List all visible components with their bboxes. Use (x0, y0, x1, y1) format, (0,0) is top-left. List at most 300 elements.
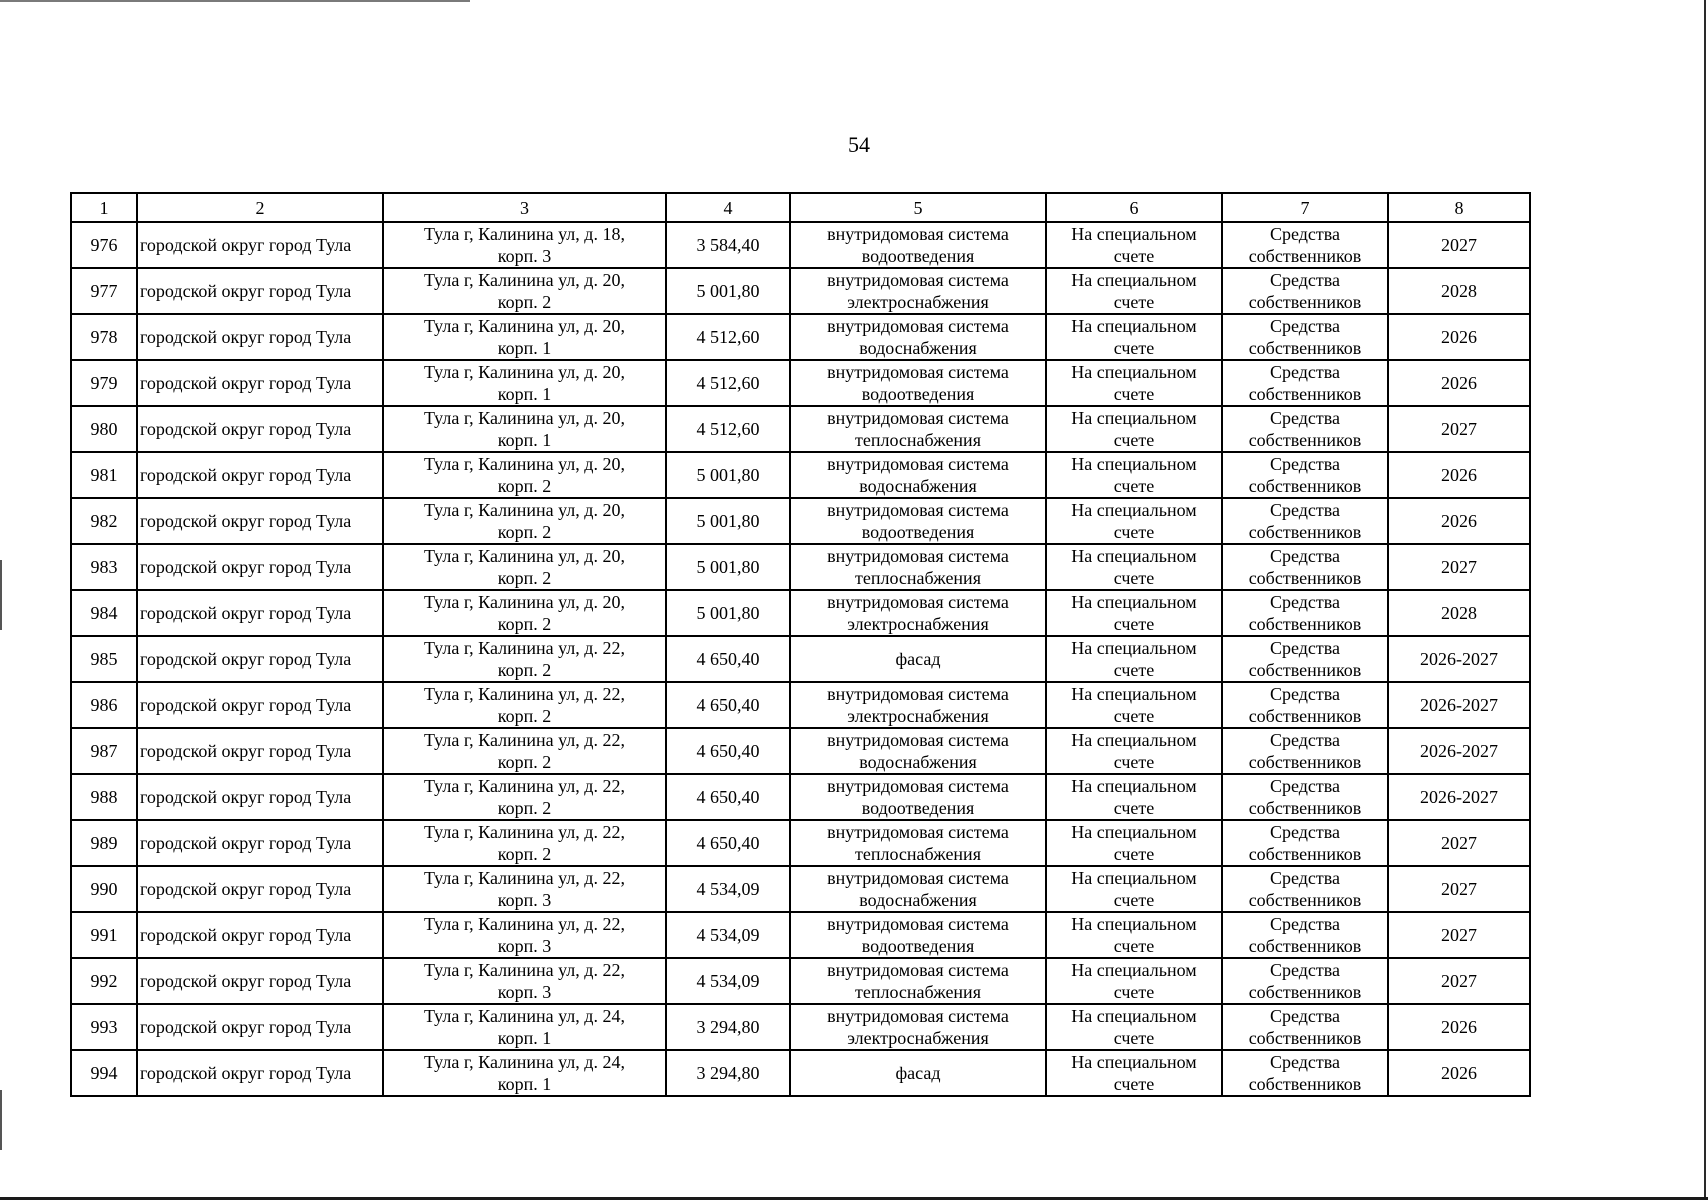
funding-source-cell-line: Средства (1269, 822, 1341, 842)
row-number-cell-line: 983 (90, 557, 118, 577)
fund-method-cell-line: На специальном (1071, 1052, 1197, 1072)
address-cell (383, 774, 666, 820)
area-cell-line: 4 512,60 (696, 373, 760, 393)
system-cell-line: внутридомовая система (827, 500, 1009, 520)
system-cell (790, 1004, 1046, 1050)
address-cell-line: корп. 3 (497, 890, 552, 910)
row-number-cell-line: 987 (90, 741, 118, 761)
year-cell (1388, 774, 1530, 820)
area-cell-line: 4 534,09 (696, 925, 760, 945)
address-cell (383, 1050, 666, 1096)
system-cell-line: водоотведения (861, 384, 975, 404)
year-cell-line: 2027 (1441, 925, 1477, 945)
fund-method-cell-line: счете (1113, 292, 1155, 312)
municipality-cell-line: городской округ город Тула (140, 235, 352, 255)
system-cell (790, 636, 1046, 682)
address-cell-line: корп. 2 (497, 660, 552, 680)
municipality-cell-line: городской округ город Тула (140, 465, 352, 485)
municipality-cell-line: городской округ город Тула (140, 419, 352, 439)
system-cell-line: внутридомовая система (827, 408, 1009, 428)
address-cell (383, 1004, 666, 1050)
row-number-cell (71, 222, 137, 268)
funding-source-cell (1222, 820, 1388, 866)
funding-source-cell-line: Средства (1269, 546, 1341, 566)
area-cell-line: 5 001,80 (696, 511, 760, 531)
address-cell-line: корп. 1 (497, 384, 552, 404)
system-cell-line: водоотведения (861, 246, 975, 266)
fund-method-cell-line: счете (1113, 890, 1155, 910)
area-cell-line: 4 534,09 (696, 971, 760, 991)
funding-source-cell-line: собственников (1248, 430, 1362, 450)
funding-source-cell-line: Средства (1269, 960, 1341, 980)
fund-method-cell-line: счете (1113, 246, 1155, 266)
fund-method-cell (1046, 912, 1222, 958)
system-cell (790, 360, 1046, 406)
table-row (71, 544, 1530, 590)
system-cell-line: водоснабжения (859, 338, 977, 358)
municipality-cell (137, 268, 383, 314)
row-number-cell (71, 912, 137, 958)
area-cell (666, 636, 790, 682)
table-row (71, 820, 1530, 866)
municipality-cell-line: городской округ город Тула (140, 879, 352, 899)
year-cell-line: 2026 (1441, 327, 1477, 347)
row-number-cell-line: 977 (90, 281, 118, 301)
address-cell-line: Тула г, Калинина ул, д. 20, (424, 408, 625, 428)
table-row (71, 682, 1530, 728)
address-cell-line: корп. 3 (497, 982, 552, 1002)
municipality-cell (137, 728, 383, 774)
area-cell (666, 452, 790, 498)
municipality-cell-line: городской округ город Тула (140, 925, 352, 945)
row-number-cell (71, 1004, 137, 1050)
table-row (71, 866, 1530, 912)
municipality-cell (137, 912, 383, 958)
area-cell-line: 3 584,40 (696, 235, 760, 255)
system-cell-line: внутридомовая система (827, 1006, 1009, 1026)
address-cell-line: Тула г, Калинина ул, д. 20, (424, 546, 625, 566)
funding-source-cell (1222, 360, 1388, 406)
address-cell-line: Тула г, Калинина ул, д. 22, (424, 914, 625, 934)
address-cell-line: Тула г, Калинина ул, д. 22, (424, 822, 625, 842)
address-cell (383, 682, 666, 728)
municipality-cell (137, 314, 383, 360)
system-cell (790, 314, 1046, 360)
funding-source-cell-line: собственников (1248, 890, 1362, 910)
address-cell (383, 498, 666, 544)
municipality-cell (137, 774, 383, 820)
fund-method-cell (1046, 636, 1222, 682)
address-cell-line: Тула г, Калинина ул, д. 20, (424, 592, 625, 612)
system-cell-line: внутридомовая система (827, 316, 1009, 336)
area-cell (666, 498, 790, 544)
table-row (71, 912, 1530, 958)
area-cell-line: 4 650,40 (696, 741, 760, 761)
system-cell (790, 866, 1046, 912)
area-cell (666, 866, 790, 912)
row-number-cell-line: 979 (90, 373, 118, 393)
address-cell-line: корп. 1 (497, 1074, 552, 1094)
area-cell (666, 544, 790, 590)
system-cell-line: внутридомовая система (827, 868, 1009, 888)
funding-source-cell (1222, 590, 1388, 636)
fund-method-cell (1046, 728, 1222, 774)
area-cell-line: 3 294,80 (696, 1017, 760, 1037)
funding-source-cell (1222, 636, 1388, 682)
system-cell-line: электроснабжения (847, 1028, 989, 1048)
system-cell-line: внутридомовая система (827, 546, 1009, 566)
system-cell-line: фасад (895, 649, 941, 669)
system-cell (790, 912, 1046, 958)
funding-source-cell-line: собственников (1248, 338, 1362, 358)
row-number-cell (71, 636, 137, 682)
year-cell (1388, 590, 1530, 636)
year-cell-line: 2027 (1441, 557, 1477, 577)
fund-method-cell-line: счете (1113, 476, 1155, 496)
column-header: 6 (1046, 193, 1222, 222)
funding-source-cell-line: собственников (1248, 660, 1362, 680)
municipality-cell-line: городской округ город Тула (140, 281, 352, 301)
fund-method-cell (1046, 360, 1222, 406)
address-cell (383, 360, 666, 406)
address-cell-line: Тула г, Калинина ул, д. 20, (424, 500, 625, 520)
table-row (71, 728, 1530, 774)
fund-method-cell-line: На специальном (1071, 316, 1197, 336)
municipality-cell (137, 958, 383, 1004)
address-cell-line: Тула г, Калинина ул, д. 18, (424, 224, 625, 244)
year-cell (1388, 452, 1530, 498)
fund-method-cell-line: счете (1113, 522, 1155, 542)
fund-method-cell (1046, 820, 1222, 866)
area-cell-line: 5 001,80 (696, 281, 760, 301)
funding-source-cell-line: Средства (1269, 316, 1341, 336)
area-cell (666, 774, 790, 820)
row-number-cell-line: 994 (90, 1063, 118, 1083)
fund-method-cell-line: счете (1113, 614, 1155, 634)
scan-edge-top (0, 0, 470, 2)
area-cell (666, 360, 790, 406)
year-cell (1388, 544, 1530, 590)
funding-source-cell (1222, 866, 1388, 912)
system-cell (790, 1050, 1046, 1096)
row-number-cell (71, 268, 137, 314)
fund-method-cell-line: счете (1113, 660, 1155, 680)
system-cell-line: электроснабжения (847, 292, 989, 312)
funding-source-cell-line: собственников (1248, 568, 1362, 588)
funding-source-cell-line: Средства (1269, 362, 1341, 382)
system-cell (790, 406, 1046, 452)
system-cell-line: внутридомовая система (827, 592, 1009, 612)
municipality-cell (137, 1050, 383, 1096)
fund-method-cell-line: На специальном (1071, 822, 1197, 842)
funding-source-cell (1222, 958, 1388, 1004)
system-cell-line: фасад (895, 1063, 941, 1083)
funding-source-cell (1222, 268, 1388, 314)
funding-source-cell-line: Средства (1269, 684, 1341, 704)
fund-method-cell-line: На специальном (1071, 270, 1197, 290)
fund-method-cell (1046, 406, 1222, 452)
fund-method-cell-line: счете (1113, 384, 1155, 404)
funding-source-cell-line: собственников (1248, 706, 1362, 726)
funding-source-cell-line: собственников (1248, 982, 1362, 1002)
system-cell-line: внутридомовая система (827, 730, 1009, 750)
area-cell-line: 4 512,60 (696, 419, 760, 439)
funding-source-cell-line: Средства (1269, 270, 1341, 290)
fund-method-cell-line: На специальном (1071, 776, 1197, 796)
row-number-cell-line: 990 (90, 879, 118, 899)
municipality-cell (137, 866, 383, 912)
fund-method-cell (1046, 498, 1222, 544)
funding-source-cell (1222, 314, 1388, 360)
row-number-cell (71, 820, 137, 866)
system-cell-line: водоотведения (861, 936, 975, 956)
funding-source-cell (1222, 728, 1388, 774)
system-cell-line: внутридомовая система (827, 776, 1009, 796)
row-number-cell-line: 985 (90, 649, 118, 669)
column-header: 8 (1388, 193, 1530, 222)
municipality-cell (137, 452, 383, 498)
address-cell-line: корп. 2 (497, 292, 552, 312)
fund-method-cell (1046, 958, 1222, 1004)
year-cell-line: 2026 (1441, 465, 1477, 485)
row-number-cell-line: 991 (90, 925, 118, 945)
fund-method-cell-line: счете (1113, 1028, 1155, 1048)
address-cell-line: корп. 3 (497, 936, 552, 956)
page-number: 54 (848, 132, 870, 157)
fund-method-cell-line: счете (1113, 844, 1155, 864)
table-row (71, 406, 1530, 452)
table-row (71, 498, 1530, 544)
header-row (71, 193, 1530, 222)
table-row (71, 590, 1530, 636)
address-cell-line: Тула г, Калинина ул, д. 20, (424, 316, 625, 336)
year-cell-line: 2026 (1441, 511, 1477, 531)
year-cell (1388, 222, 1530, 268)
municipality-cell-line: городской округ город Тула (140, 511, 352, 531)
funding-source-cell-line: Средства (1269, 776, 1341, 796)
system-cell-line: водоснабжения (859, 752, 977, 772)
address-cell (383, 912, 666, 958)
fund-method-cell-line: счете (1113, 568, 1155, 588)
fund-method-cell-line: На специальном (1071, 914, 1197, 934)
municipality-cell-line: городской округ город Тула (140, 649, 352, 669)
area-cell-line: 5 001,80 (696, 465, 760, 485)
year-cell-line: 2027 (1441, 971, 1477, 991)
municipality-cell-line: городской округ город Тула (140, 1017, 352, 1037)
address-cell-line: Тула г, Калинина ул, д. 22, (424, 684, 625, 704)
row-number-cell-line: 992 (90, 971, 118, 991)
funding-source-cell-line: собственников (1248, 798, 1362, 818)
system-cell-line: внутридомовая система (827, 914, 1009, 934)
fund-method-cell (1046, 866, 1222, 912)
system-cell (790, 958, 1046, 1004)
row-number-cell-line: 982 (90, 511, 118, 531)
fund-method-cell-line: На специальном (1071, 868, 1197, 888)
row-number-cell (71, 590, 137, 636)
address-cell (383, 544, 666, 590)
year-cell-line: 2027 (1441, 879, 1477, 899)
row-number-cell (71, 682, 137, 728)
year-cell-line: 2026 (1441, 1017, 1477, 1037)
municipality-cell (137, 222, 383, 268)
funding-source-cell-line: собственников (1248, 384, 1362, 404)
year-cell (1388, 728, 1530, 774)
address-cell-line: Тула г, Калинина ул, д. 22, (424, 868, 625, 888)
address-cell-line: Тула г, Калинина ул, д. 20, (424, 362, 625, 382)
column-header: 3 (383, 193, 666, 222)
funding-source-cell-line: Средства (1269, 730, 1341, 750)
fund-method-cell (1046, 774, 1222, 820)
fund-method-cell (1046, 1050, 1222, 1096)
municipality-cell-line: городской округ город Тула (140, 373, 352, 393)
row-number-cell (71, 406, 137, 452)
system-cell (790, 590, 1046, 636)
table-row (71, 314, 1530, 360)
data-table (70, 192, 1531, 1097)
address-cell-line: Тула г, Калинина ул, д. 24, (424, 1006, 625, 1026)
year-cell (1388, 360, 1530, 406)
row-number-cell (71, 774, 137, 820)
fund-method-cell-line: счете (1113, 752, 1155, 772)
fund-method-cell-line: счете (1113, 982, 1155, 1002)
area-cell (666, 912, 790, 958)
fund-method-cell-line: На специальном (1071, 960, 1197, 980)
year-cell (1388, 636, 1530, 682)
municipality-cell (137, 820, 383, 866)
fund-method-cell-line: На специальном (1071, 408, 1197, 428)
system-cell (790, 222, 1046, 268)
address-cell-line: корп. 2 (497, 752, 552, 772)
address-cell-line: корп. 3 (497, 246, 552, 266)
funding-source-cell-line: Средства (1269, 914, 1341, 934)
address-cell (383, 268, 666, 314)
fund-method-cell-line: счете (1113, 706, 1155, 726)
address-cell (383, 728, 666, 774)
funding-source-cell-line: Средства (1269, 868, 1341, 888)
address-cell (383, 590, 666, 636)
system-cell (790, 728, 1046, 774)
municipality-cell (137, 590, 383, 636)
address-cell (383, 406, 666, 452)
row-number-cell-line: 981 (90, 465, 118, 485)
year-cell-line: 2026 (1441, 1063, 1477, 1083)
row-number-cell (71, 498, 137, 544)
system-cell-line: внутридомовая система (827, 270, 1009, 290)
funding-source-cell (1222, 222, 1388, 268)
system-cell-line: теплоснабжения (855, 844, 981, 864)
area-cell (666, 406, 790, 452)
system-cell (790, 268, 1046, 314)
address-cell (383, 222, 666, 268)
row-number-cell-line: 978 (90, 327, 118, 347)
table-body (71, 193, 1530, 1096)
address-cell-line: корп. 2 (497, 844, 552, 864)
funding-source-cell (1222, 544, 1388, 590)
table-row (71, 268, 1530, 314)
address-cell-line: корп. 2 (497, 568, 552, 588)
year-cell (1388, 866, 1530, 912)
address-cell-line: корп. 1 (497, 338, 552, 358)
system-cell (790, 682, 1046, 728)
area-cell (666, 222, 790, 268)
system-cell-line: теплоснабжения (855, 982, 981, 1002)
system-cell-line: электроснабжения (847, 706, 989, 726)
area-cell (666, 268, 790, 314)
system-cell-line: внутридомовая система (827, 224, 1009, 244)
area-cell (666, 820, 790, 866)
funding-source-cell (1222, 1004, 1388, 1050)
system-cell-line: внутридомовая система (827, 362, 1009, 382)
address-cell-line: Тула г, Калинина ул, д. 22, (424, 730, 625, 750)
scan-edge-left-mark (0, 560, 2, 630)
area-cell-line: 4 650,40 (696, 833, 760, 853)
municipality-cell (137, 682, 383, 728)
year-cell (1388, 1004, 1530, 1050)
area-cell-line: 3 294,80 (696, 1063, 760, 1083)
address-cell (383, 452, 666, 498)
fund-method-cell (1046, 222, 1222, 268)
row-number-cell (71, 1050, 137, 1096)
area-cell-line: 5 001,80 (696, 557, 760, 577)
funding-source-cell-line: собственников (1248, 1028, 1362, 1048)
fund-method-cell-line: На специальном (1071, 362, 1197, 382)
year-cell-line: 2028 (1441, 603, 1477, 623)
row-number-cell-line: 989 (90, 833, 118, 853)
fund-method-cell (1046, 682, 1222, 728)
row-number-cell (71, 314, 137, 360)
table-row (71, 958, 1530, 1004)
funding-source-cell-line: собственников (1248, 246, 1362, 266)
municipality-cell (137, 406, 383, 452)
area-cell (666, 958, 790, 1004)
year-cell (1388, 314, 1530, 360)
funding-source-cell-line: собственников (1248, 614, 1362, 634)
row-number-cell (71, 360, 137, 406)
area-cell (666, 314, 790, 360)
address-cell-line: Тула г, Калинина ул, д. 20, (424, 454, 625, 474)
row-number-cell-line: 988 (90, 787, 118, 807)
system-cell (790, 544, 1046, 590)
funding-source-cell-line: Средства (1269, 1006, 1341, 1026)
funding-source-cell-line: собственников (1248, 292, 1362, 312)
year-cell-line: 2028 (1441, 281, 1477, 301)
column-header: 2 (137, 193, 383, 222)
funding-source-cell-line: собственников (1248, 476, 1362, 496)
municipality-cell-line: городской округ город Тула (140, 971, 352, 991)
area-cell-line: 4 534,09 (696, 879, 760, 899)
address-cell-line: корп. 1 (497, 1028, 552, 1048)
fund-method-cell-line: На специальном (1071, 592, 1197, 612)
table-row (71, 774, 1530, 820)
funding-source-cell-line: собственников (1248, 844, 1362, 864)
row-number-cell (71, 452, 137, 498)
table-row (71, 360, 1530, 406)
year-cell (1388, 820, 1530, 866)
year-cell-line: 2027 (1441, 833, 1477, 853)
address-cell-line: корп. 2 (497, 798, 552, 818)
year-cell-line: 2026 (1441, 373, 1477, 393)
municipality-cell (137, 544, 383, 590)
fund-method-cell-line: На специальном (1071, 500, 1197, 520)
year-cell-line: 2026-2027 (1420, 787, 1498, 807)
funding-source-cell-line: собственников (1248, 522, 1362, 542)
year-cell-line: 2026-2027 (1420, 649, 1498, 669)
system-cell (790, 774, 1046, 820)
address-cell-line: корп. 2 (497, 614, 552, 634)
fund-method-cell (1046, 1004, 1222, 1050)
column-header: 7 (1222, 193, 1388, 222)
funding-source-cell-line: собственников (1248, 936, 1362, 956)
